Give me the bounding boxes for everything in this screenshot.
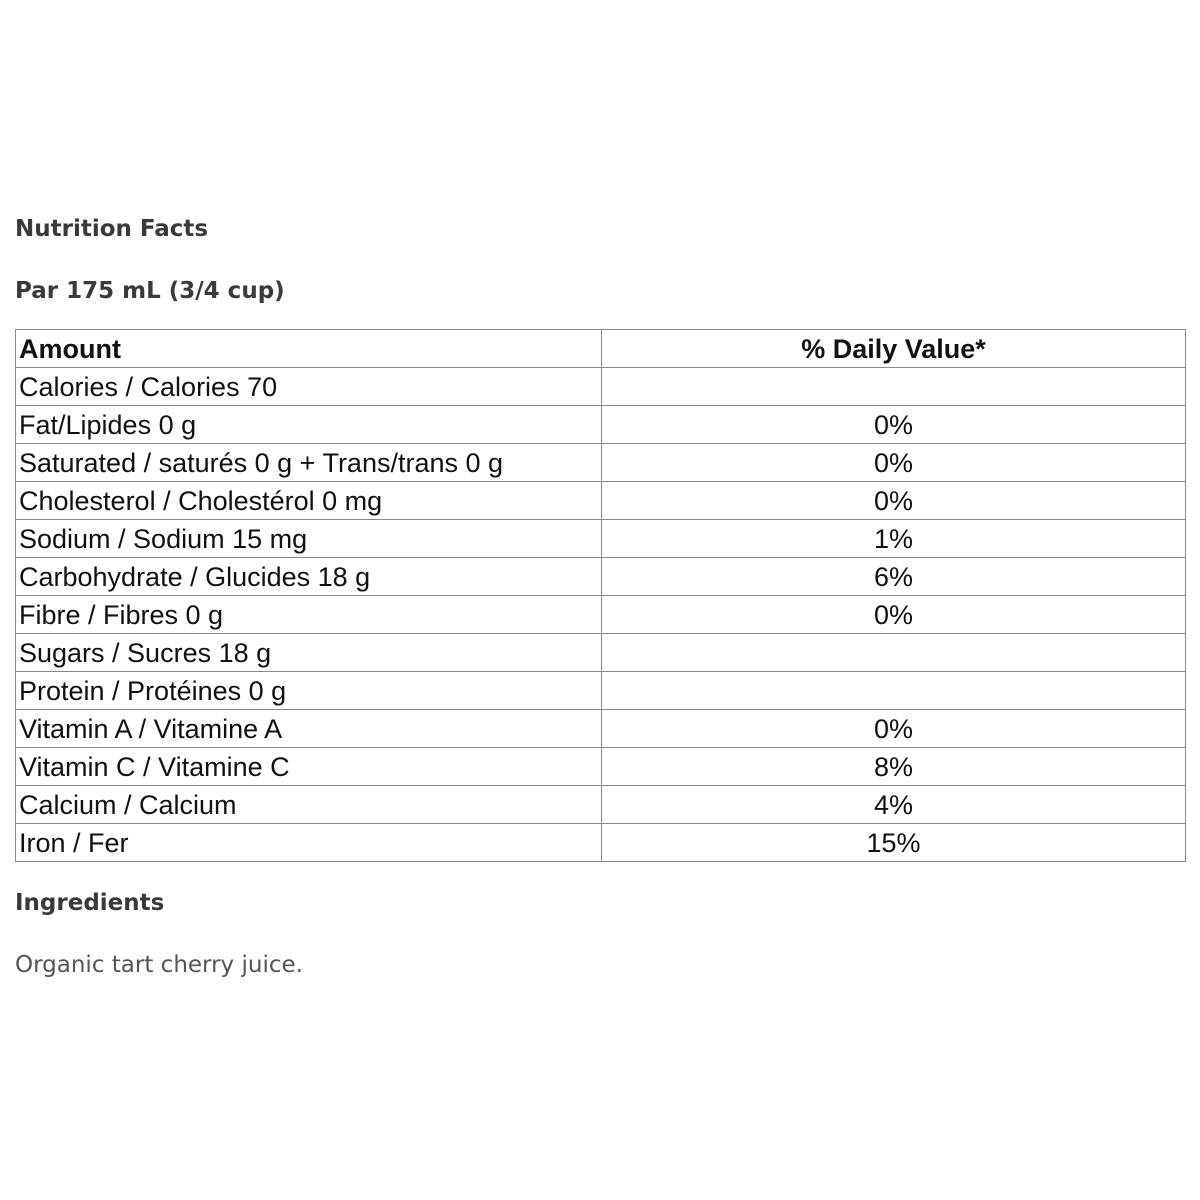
table-row: [16, 786, 1186, 824]
daily-value: 8%: [602, 748, 1186, 786]
ingredients-text: Organic tart cherry juice.: [15, 952, 303, 978]
daily-value: 1%: [602, 520, 1186, 558]
daily-value: 0%: [602, 482, 1186, 520]
table-row: [16, 406, 1186, 444]
table-row: [16, 482, 1186, 520]
table-row: [16, 710, 1186, 748]
nutrient-label: Fat/Lipides 0 g: [16, 406, 602, 444]
serving-size: Par 175 mL (3/4 cup): [15, 278, 285, 304]
daily-value: [602, 368, 1186, 406]
daily-value: 15%: [602, 824, 1186, 862]
table-row: [16, 596, 1186, 634]
table-header-row: [16, 330, 1186, 368]
nutrient-label: Cholesterol / Cholestérol 0 mg: [16, 482, 602, 520]
daily-value: 0%: [602, 406, 1186, 444]
table-row: [16, 748, 1186, 786]
nutrient-label: Iron / Fer: [16, 824, 602, 862]
table-row: [16, 558, 1186, 596]
daily-value: 4%: [602, 786, 1186, 824]
daily-value: 0%: [602, 596, 1186, 634]
daily-value: [602, 634, 1186, 672]
table-row: [16, 368, 1186, 406]
table-row: [16, 634, 1186, 672]
nutrient-label: Protein / Protéines 0 g: [16, 672, 602, 710]
daily-value-header: % Daily Value*: [602, 330, 1186, 368]
nutrient-label: Calories / Calories 70: [16, 368, 602, 406]
nutrient-label: Vitamin A / Vitamine A: [16, 710, 602, 748]
nutrition-facts-title: Nutrition Facts: [15, 216, 209, 242]
table-row: [16, 672, 1186, 710]
nutrient-label: Sodium / Sodium 15 mg: [16, 520, 602, 558]
nutrient-label: Sugars / Sucres 18 g: [16, 634, 602, 672]
daily-value: 6%: [602, 558, 1186, 596]
nutrient-label: Saturated / saturés 0 g + Trans/trans 0 g: [16, 444, 602, 482]
table-row: [16, 520, 1186, 558]
table-row: [16, 444, 1186, 482]
nutrient-label: Vitamin C / Vitamine C: [16, 748, 602, 786]
daily-value: 0%: [602, 710, 1186, 748]
nutrient-label: Calcium / Calcium: [16, 786, 602, 824]
daily-value: 0%: [602, 444, 1186, 482]
nutrient-label: Fibre / Fibres 0 g: [16, 596, 602, 634]
nutrient-label: Carbohydrate / Glucides 18 g: [16, 558, 602, 596]
nutrition-table: [15, 329, 1186, 862]
amount-header: Amount: [16, 330, 602, 368]
ingredients-heading: Ingredients: [15, 890, 165, 916]
table-row: [16, 824, 1186, 862]
daily-value: [602, 672, 1186, 710]
